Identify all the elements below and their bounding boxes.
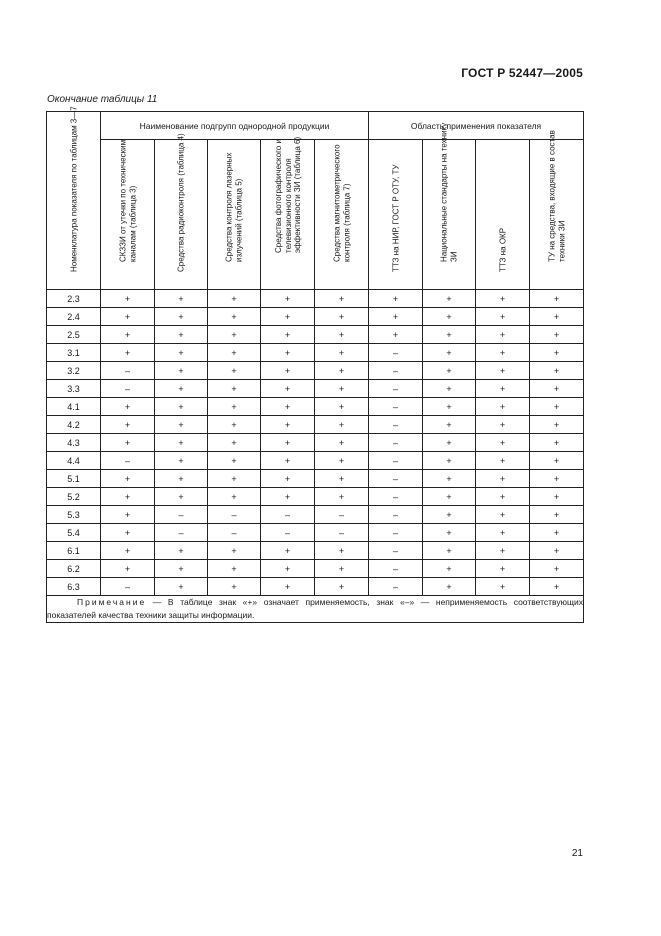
applicability-cell: + bbox=[208, 398, 261, 416]
applicability-cell: + bbox=[530, 560, 584, 578]
sub-header: СКЗЗИ от утечки по техническим каналам (таблица 3) bbox=[101, 140, 155, 290]
applicability-cell: + bbox=[261, 380, 315, 398]
applicability-cell: + bbox=[476, 326, 530, 344]
applicability-cell: – bbox=[101, 362, 155, 380]
applicability-cell: + bbox=[315, 542, 369, 560]
sub-header: ТУ на средства, входящие в состав техники ЗИ bbox=[530, 140, 584, 290]
applicability-cell: + bbox=[530, 488, 584, 506]
first-column-header-text: Номенклатура показателя по таблицам 3—7 bbox=[68, 105, 78, 272]
applicability-cell: + bbox=[423, 344, 476, 362]
applicability-cell: + bbox=[476, 362, 530, 380]
applicability-cell: + bbox=[530, 434, 584, 452]
row-indicator-number: 5.1 bbox=[47, 470, 101, 488]
applicability-cell: + bbox=[315, 398, 369, 416]
applicability-cell: + bbox=[101, 344, 155, 362]
applicability-cell: + bbox=[530, 578, 584, 596]
page-number: 21 bbox=[571, 848, 583, 859]
applicability-cell: + bbox=[155, 470, 208, 488]
applicability-cell: + bbox=[476, 542, 530, 560]
applicability-cell: + bbox=[101, 524, 155, 542]
applicability-cell: – bbox=[101, 380, 155, 398]
table-row bbox=[47, 380, 584, 398]
applicability-cell: – bbox=[208, 524, 261, 542]
applicability-cell: + bbox=[315, 290, 369, 308]
applicability-cell: + bbox=[315, 380, 369, 398]
applicability-cell: + bbox=[261, 362, 315, 380]
applicability-cell: + bbox=[261, 488, 315, 506]
note-text: — В таблице знак «+» означает применяемость, знак «–» — неприменяемость соответствующих показателей качества техники защиты информации. bbox=[47, 597, 583, 620]
table-row bbox=[47, 578, 584, 596]
applicability-cell: + bbox=[476, 290, 530, 308]
applicability-cell: + bbox=[476, 416, 530, 434]
applicability-cell: + bbox=[101, 560, 155, 578]
applicability-cell: + bbox=[530, 326, 584, 344]
applicability-cell: + bbox=[476, 578, 530, 596]
applicability-cell: + bbox=[101, 416, 155, 434]
applicability-cell: + bbox=[208, 416, 261, 434]
applicability-cell: + bbox=[208, 488, 261, 506]
applicability-cell: + bbox=[476, 506, 530, 524]
applicability-cell: + bbox=[208, 470, 261, 488]
applicability-cell: – bbox=[315, 524, 369, 542]
applicability-cell: – bbox=[369, 452, 423, 470]
sub-header: Средства контроля лазерных излучений (таблица 5) bbox=[208, 140, 261, 290]
applicability-cell: + bbox=[315, 308, 369, 326]
table-row bbox=[47, 524, 584, 542]
sub-header: Средства фотографического и телевизионного контроля эффективности ЗИ (таблица 6) bbox=[261, 140, 315, 290]
applicability-cell: + bbox=[261, 290, 315, 308]
applicability-cell: + bbox=[155, 542, 208, 560]
applicability-cell: + bbox=[261, 470, 315, 488]
table-row bbox=[47, 560, 584, 578]
applicability-cell: – bbox=[155, 506, 208, 524]
sub-header: ТТЗ на ОКР bbox=[476, 140, 530, 290]
applicability-cell: + bbox=[369, 326, 423, 344]
applicability-cell: + bbox=[155, 452, 208, 470]
applicability-cell: – bbox=[101, 452, 155, 470]
applicability-cell: + bbox=[155, 434, 208, 452]
applicability-cell: + bbox=[315, 488, 369, 506]
applicability-cell: + bbox=[423, 470, 476, 488]
applicability-cell: – bbox=[261, 524, 315, 542]
applicability-cell: + bbox=[155, 398, 208, 416]
applicability-cell: + bbox=[101, 308, 155, 326]
row-indicator-number: 2.5 bbox=[47, 326, 101, 344]
note-prefix: Примечание bbox=[77, 597, 147, 607]
applicability-cell: – bbox=[155, 524, 208, 542]
applicability-cell: + bbox=[261, 560, 315, 578]
group-header-products: Наименование подгрупп однородной продукции bbox=[101, 112, 369, 140]
applicability-cell: – bbox=[369, 488, 423, 506]
applicability-cell: + bbox=[101, 542, 155, 560]
applicability-cell: + bbox=[208, 362, 261, 380]
applicability-cell: + bbox=[208, 290, 261, 308]
applicability-cell: + bbox=[530, 398, 584, 416]
applicability-cell: + bbox=[423, 560, 476, 578]
applicability-cell: + bbox=[423, 290, 476, 308]
applicability-cell: + bbox=[423, 452, 476, 470]
applicability-cell: + bbox=[261, 416, 315, 434]
applicability-cell: + bbox=[208, 452, 261, 470]
applicability-cell: + bbox=[208, 380, 261, 398]
applicability-cell: + bbox=[476, 470, 530, 488]
applicability-table bbox=[46, 105, 584, 623]
table-row bbox=[47, 362, 584, 380]
applicability-cell: – bbox=[315, 506, 369, 524]
applicability-cell: + bbox=[101, 488, 155, 506]
applicability-cell: + bbox=[315, 434, 369, 452]
table-row bbox=[47, 452, 584, 470]
applicability-cell: + bbox=[423, 380, 476, 398]
applicability-cell: + bbox=[423, 416, 476, 434]
table-row bbox=[47, 416, 584, 434]
applicability-cell: – bbox=[369, 380, 423, 398]
row-indicator-number: 2.4 bbox=[47, 308, 101, 326]
row-indicator-number: 2.3 bbox=[47, 290, 101, 308]
applicability-cell: + bbox=[369, 290, 423, 308]
applicability-cell: + bbox=[155, 308, 208, 326]
table-caption: Окончание таблицы 11 bbox=[47, 94, 158, 105]
applicability-cell: + bbox=[208, 542, 261, 560]
applicability-cell: + bbox=[476, 434, 530, 452]
sub-header: ТТЗ на НИР, ГОСТ Р ОТУ, ТУ bbox=[369, 140, 423, 290]
applicability-cell: + bbox=[101, 398, 155, 416]
table-row bbox=[47, 308, 584, 326]
applicability-cell: – bbox=[369, 398, 423, 416]
applicability-cell: – bbox=[369, 470, 423, 488]
table-row bbox=[47, 488, 584, 506]
applicability-cell: + bbox=[261, 344, 315, 362]
applicability-cell: + bbox=[261, 578, 315, 596]
applicability-cell: + bbox=[101, 470, 155, 488]
applicability-cell: + bbox=[423, 506, 476, 524]
applicability-cell: + bbox=[530, 380, 584, 398]
applicability-cell: – bbox=[261, 506, 315, 524]
applicability-cell: + bbox=[476, 488, 530, 506]
applicability-cell: + bbox=[476, 308, 530, 326]
applicability-cell: + bbox=[423, 488, 476, 506]
row-indicator-number: 5.4 bbox=[47, 524, 101, 542]
applicability-cell: + bbox=[155, 380, 208, 398]
applicability-cell: + bbox=[423, 362, 476, 380]
row-indicator-number: 3.1 bbox=[47, 344, 101, 362]
applicability-cell: – bbox=[369, 362, 423, 380]
applicability-cell: + bbox=[208, 560, 261, 578]
table-row bbox=[47, 506, 584, 524]
applicability-cell: + bbox=[423, 326, 476, 344]
applicability-cell: + bbox=[261, 308, 315, 326]
applicability-cell: + bbox=[261, 326, 315, 344]
applicability-cell: + bbox=[423, 434, 476, 452]
applicability-cell: + bbox=[476, 452, 530, 470]
applicability-cell: + bbox=[101, 506, 155, 524]
applicability-cell: – bbox=[369, 524, 423, 542]
applicability-cell: + bbox=[155, 416, 208, 434]
applicability-cell: + bbox=[530, 470, 584, 488]
applicability-cell: + bbox=[315, 344, 369, 362]
applicability-cell: + bbox=[315, 452, 369, 470]
applicability-cell: + bbox=[530, 416, 584, 434]
applicability-cell: + bbox=[315, 416, 369, 434]
applicability-cell: + bbox=[261, 452, 315, 470]
applicability-cell: + bbox=[155, 344, 208, 362]
applicability-cell: + bbox=[315, 362, 369, 380]
document-code: ГОСТ Р 52447—2005 bbox=[461, 66, 583, 80]
applicability-cell: – bbox=[369, 560, 423, 578]
applicability-cell: + bbox=[530, 542, 584, 560]
row-indicator-number: 4.3 bbox=[47, 434, 101, 452]
row-indicator-number: 4.4 bbox=[47, 452, 101, 470]
applicability-cell: + bbox=[530, 290, 584, 308]
applicability-cell: + bbox=[530, 452, 584, 470]
applicability-cell: + bbox=[101, 434, 155, 452]
row-indicator-number: 3.3 bbox=[47, 380, 101, 398]
sub-header-row bbox=[47, 140, 584, 290]
table-row bbox=[47, 434, 584, 452]
row-indicator-number: 4.2 bbox=[47, 416, 101, 434]
applicability-cell: + bbox=[155, 290, 208, 308]
table-row bbox=[47, 542, 584, 560]
table-row bbox=[47, 344, 584, 362]
row-indicator-number: 4.1 bbox=[47, 398, 101, 416]
applicability-cell: – bbox=[369, 578, 423, 596]
applicability-cell: + bbox=[101, 326, 155, 344]
applicability-cell: + bbox=[208, 434, 261, 452]
row-indicator-number: 6.3 bbox=[47, 578, 101, 596]
table-body bbox=[47, 290, 584, 596]
applicability-cell: + bbox=[423, 524, 476, 542]
applicability-cell: + bbox=[476, 524, 530, 542]
row-indicator-number: 6.2 bbox=[47, 560, 101, 578]
row-indicator-number: 6.1 bbox=[47, 542, 101, 560]
table-note bbox=[47, 596, 584, 623]
row-indicator-number: 5.2 bbox=[47, 488, 101, 506]
table-row bbox=[47, 326, 584, 344]
applicability-cell: + bbox=[530, 308, 584, 326]
applicability-cell: + bbox=[315, 326, 369, 344]
applicability-cell: + bbox=[261, 434, 315, 452]
applicability-cell: – bbox=[369, 506, 423, 524]
row-indicator-number: 3.2 bbox=[47, 362, 101, 380]
applicability-cell: + bbox=[423, 398, 476, 416]
row-indicator-number: 5.3 bbox=[47, 506, 101, 524]
applicability-cell: – bbox=[369, 542, 423, 560]
applicability-cell: + bbox=[476, 380, 530, 398]
applicability-cell: + bbox=[476, 560, 530, 578]
table-row bbox=[47, 290, 584, 308]
group-header-application: Область применения показателя bbox=[369, 112, 584, 140]
applicability-cell: + bbox=[530, 362, 584, 380]
applicability-cell: – bbox=[369, 416, 423, 434]
table-row bbox=[47, 470, 584, 488]
sub-header: Средства радиоконтроля (таблица 4) bbox=[155, 140, 208, 290]
applicability-cell: + bbox=[155, 488, 208, 506]
applicability-cell: + bbox=[476, 344, 530, 362]
sub-header: Национальные стандарты на технику ЗИ bbox=[423, 140, 476, 290]
applicability-cell: + bbox=[530, 524, 584, 542]
table-row bbox=[47, 398, 584, 416]
applicability-cell: + bbox=[155, 362, 208, 380]
applicability-cell: – bbox=[101, 578, 155, 596]
applicability-cell: + bbox=[261, 542, 315, 560]
applicability-cell: + bbox=[476, 398, 530, 416]
applicability-cell: + bbox=[208, 326, 261, 344]
applicability-cell: – bbox=[208, 506, 261, 524]
applicability-cell: + bbox=[208, 344, 261, 362]
applicability-cell: + bbox=[315, 470, 369, 488]
applicability-cell: + bbox=[423, 542, 476, 560]
applicability-cell: + bbox=[530, 344, 584, 362]
first-column-header bbox=[47, 105, 101, 290]
applicability-cell: – bbox=[369, 434, 423, 452]
applicability-cell: + bbox=[101, 290, 155, 308]
applicability-cell: + bbox=[315, 560, 369, 578]
applicability-cell: + bbox=[208, 308, 261, 326]
applicability-cell: + bbox=[369, 308, 423, 326]
applicability-cell: + bbox=[423, 578, 476, 596]
applicability-cell: + bbox=[155, 326, 208, 344]
applicability-cell: + bbox=[423, 308, 476, 326]
applicability-cell: + bbox=[315, 578, 369, 596]
sub-header: Средства магнитометрического контроля (таблица 7) bbox=[315, 140, 369, 290]
applicability-cell: + bbox=[208, 578, 261, 596]
applicability-cell: + bbox=[155, 560, 208, 578]
applicability-cell: + bbox=[155, 578, 208, 596]
applicability-cell: + bbox=[530, 506, 584, 524]
applicability-cell: + bbox=[261, 398, 315, 416]
note-row bbox=[47, 596, 584, 623]
applicability-cell: – bbox=[369, 344, 423, 362]
